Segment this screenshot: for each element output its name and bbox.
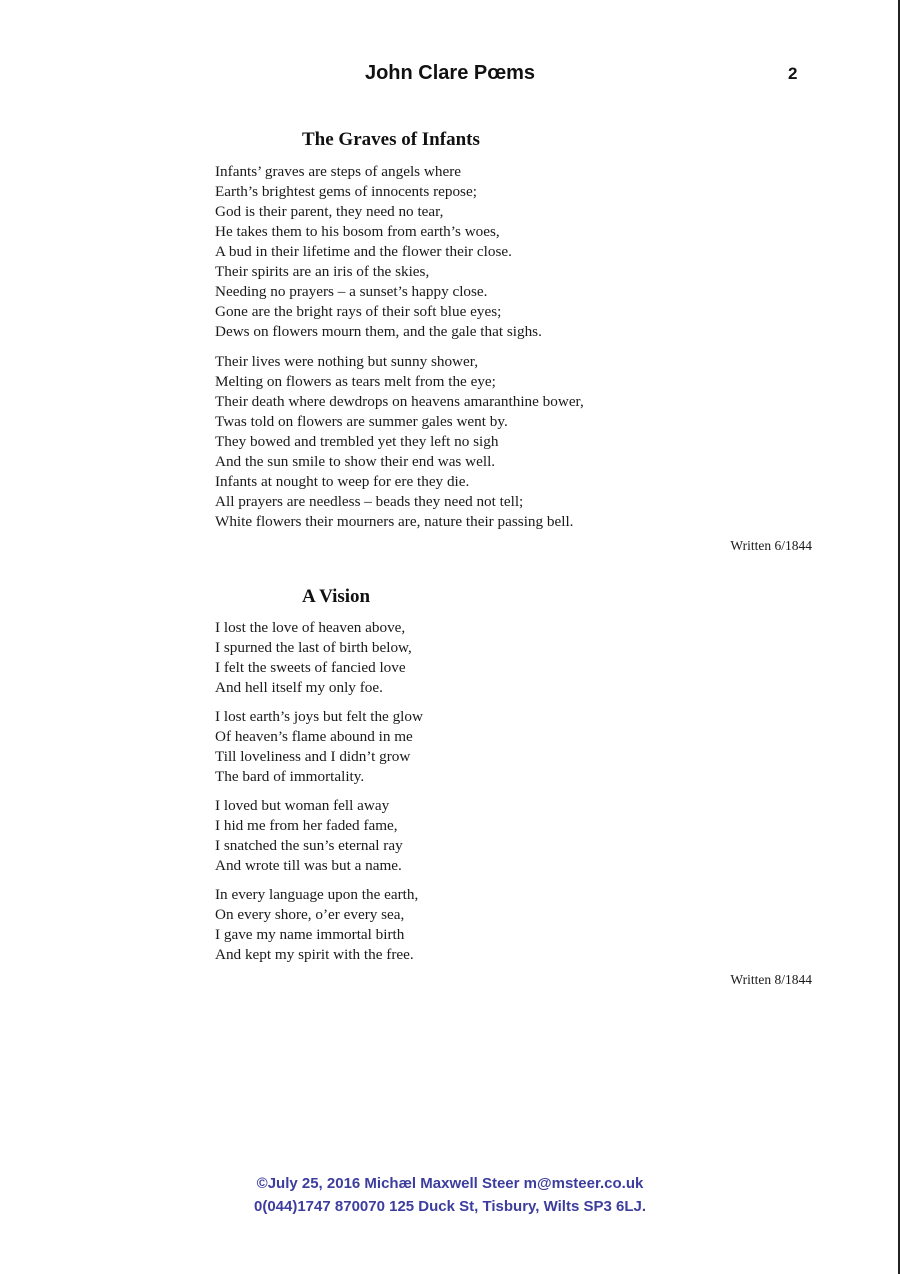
verse-line: They bowed and trembled yet they left no sigh bbox=[215, 433, 499, 450]
verse-line: And hell itself my only foe. bbox=[215, 679, 383, 696]
verse-line: Melting on flowers as tears melt from the eye; bbox=[215, 373, 496, 390]
verse-line: I lost earth’s joys but felt the glow bbox=[215, 708, 423, 725]
verse-line: Infants’ graves are steps of angels where bbox=[215, 163, 461, 180]
verse-line: And kept my spirit with the free. bbox=[215, 946, 414, 963]
verse-line: I gave my name immortal birth bbox=[215, 926, 405, 943]
poem-title-graves-of-infants: The Graves of Infants bbox=[302, 129, 480, 150]
verse-line: I lost the love of heaven above, bbox=[215, 619, 406, 636]
verse-line: Twas told on flowers are summer gales went by. bbox=[215, 413, 508, 430]
verse-line: I loved but woman fell away bbox=[215, 797, 390, 814]
verse-line: God is their parent, they need no tear, bbox=[215, 203, 444, 220]
written-date: Written 6/1844 bbox=[730, 538, 812, 553]
footer-copyright-line: ©July 25, 2016 Michæl Maxwell Steer m@msteer.co.uk bbox=[256, 1175, 644, 1192]
poem-stanza bbox=[215, 162, 542, 342]
verse-line: And wrote till was but a name. bbox=[215, 857, 402, 874]
verse-line: On every shore, o’er every sea, bbox=[215, 906, 405, 923]
verse-line: Till loveliness and I didn’t grow bbox=[215, 748, 411, 765]
document-header-title: John Clare Pœms bbox=[364, 62, 536, 84]
verse-line: The bard of immortality. bbox=[215, 768, 365, 785]
verse-line: Of heaven’s flame abound in me bbox=[215, 728, 413, 745]
verse-line: And the sun smile to show their end was well. bbox=[215, 453, 496, 470]
verse-line: Infants at nought to weep for ere they die. bbox=[215, 473, 470, 490]
verse-line: He takes them to his bosom from earth’s woes, bbox=[215, 223, 500, 240]
poem-stanza bbox=[215, 618, 412, 698]
verse-line: Dews on flowers mourn them, and the gale that sighs. bbox=[215, 323, 542, 340]
verse-line: Their lives were nothing but sunny shower, bbox=[215, 353, 479, 370]
verse-line: I felt the sweets of fancied love bbox=[215, 659, 406, 676]
poem-stanza bbox=[215, 352, 584, 532]
verse-line: Gone are the bright rays of their soft blue eyes; bbox=[215, 303, 502, 320]
verse-line: Their spirits are an iris of the skies, bbox=[215, 263, 430, 280]
verse-line: Needing no prayers – a sunset’s happy close. bbox=[215, 283, 488, 300]
verse-line: White flowers their mourners are, nature their passing bell. bbox=[215, 513, 574, 530]
verse-line: A bud in their lifetime and the flower their close. bbox=[215, 243, 512, 260]
verse-line: Their death where dewdrops on heavens amaranthine bower, bbox=[215, 393, 584, 410]
verse-line: I spurned the last of birth below, bbox=[215, 639, 412, 656]
page-number: 2 bbox=[788, 64, 798, 83]
footer-address-line: 0(044)1747 870070 125 Duck St, Tisbury, Wilts SP3 6LJ. bbox=[253, 1198, 647, 1215]
poem-title-a-vision: A Vision bbox=[302, 586, 371, 607]
verse-line: All prayers are needless – beads they need not tell; bbox=[215, 493, 524, 510]
poem-stanza bbox=[215, 707, 423, 787]
verse-line: Earth’s brightest gems of innocents repose; bbox=[215, 183, 477, 200]
verse-line: I hid me from her faded fame, bbox=[215, 817, 398, 834]
verse-line: I snatched the sun’s eternal ray bbox=[215, 837, 403, 854]
verse-line: In every language upon the earth, bbox=[215, 886, 419, 903]
written-date: Written 8/1844 bbox=[730, 972, 812, 987]
poem-stanza bbox=[215, 796, 403, 876]
poem-stanza bbox=[215, 885, 418, 965]
